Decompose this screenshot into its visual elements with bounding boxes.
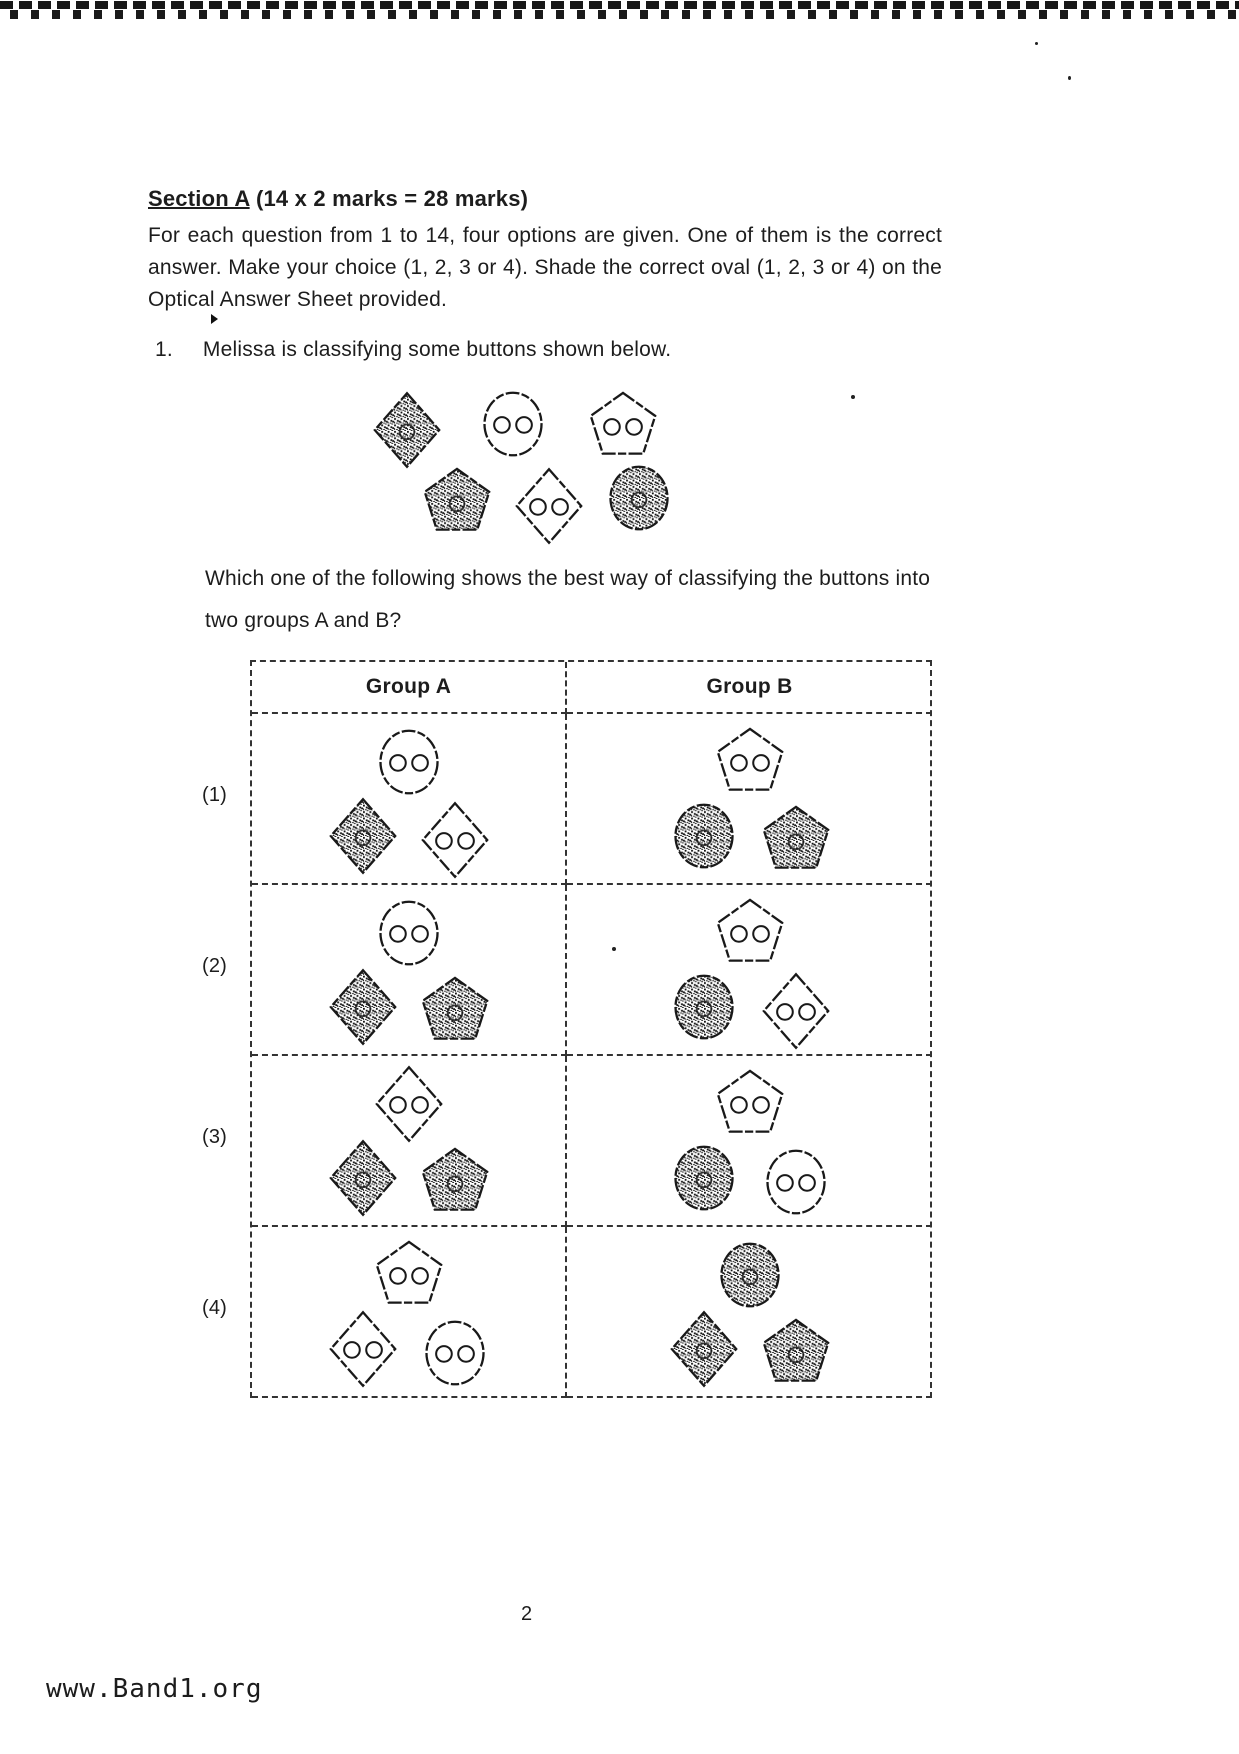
options-table [250, 660, 932, 1398]
option-4-group-a [252, 1227, 567, 1398]
option-label-4: (4) [202, 1297, 228, 1319]
buttons-figure-svg [345, 382, 725, 552]
option-3-group-b [567, 1056, 932, 1227]
group-b-header: Group B [567, 662, 932, 714]
option-1-group-a [252, 714, 567, 885]
question-1 [155, 338, 671, 362]
option-2-group-b [567, 885, 932, 1056]
white-pentagon-button [591, 393, 655, 454]
group-a-header: Group A [252, 662, 567, 714]
white-diamond-button [376, 1067, 440, 1141]
shaded-circle-button [675, 804, 732, 867]
option-1-group-b [567, 714, 932, 885]
scan-speck [851, 395, 855, 399]
scan-speck [1035, 42, 1038, 45]
shaded-pentagon-button [422, 1148, 486, 1209]
footer-url: www.Band1.org [46, 1674, 263, 1704]
white-pentagon-button [717, 1070, 781, 1131]
section-marks: (14 x 2 marks = 28 marks) [249, 186, 529, 211]
question-prompt [205, 558, 945, 642]
shaded-circle-button [675, 1146, 732, 1209]
white-circle-button [380, 730, 437, 793]
option-4-group-b-drawing [600, 1231, 900, 1393]
white-diamond-button [517, 469, 581, 543]
shaded-diamond-button [330, 799, 394, 873]
shaded-diamond-button [330, 970, 394, 1044]
prompt-line-2: two groups A and B? [205, 609, 402, 632]
white-circle-button [380, 901, 437, 964]
white-circle-button [767, 1150, 824, 1213]
section-title: Section A [148, 186, 250, 211]
shaded-pentagon-button [763, 1319, 827, 1380]
option-2-group-a [252, 885, 567, 1056]
shaded-circle-button [721, 1243, 778, 1306]
option-label-2: (2) [202, 955, 228, 977]
option-1-group-b-drawing [600, 718, 900, 880]
options-table-area [202, 660, 932, 1398]
white-pentagon-button [376, 1241, 440, 1302]
option-3-group-a-drawing [259, 1060, 559, 1222]
option-1-group-a-drawing [259, 718, 559, 880]
shaded-pentagon-button [763, 806, 827, 867]
white-circle-button [484, 393, 541, 456]
option-4-group-a-drawing [259, 1231, 559, 1393]
shaded-pentagon-button [425, 469, 489, 530]
scan-torn-edge [0, 0, 1239, 24]
option-2-group-a-drawing [259, 889, 559, 1051]
question-number: 1. [155, 338, 173, 361]
white-diamond-button [763, 974, 827, 1048]
option-label-1: (1) [202, 784, 228, 806]
white-diamond-button [330, 1312, 394, 1386]
question-text: Melissa is classifying some buttons shown below. [202, 338, 672, 361]
buttons-figure [345, 382, 725, 552]
shaded-diamond-button [671, 1312, 735, 1386]
page-number: 2 [521, 1603, 533, 1625]
white-pentagon-button [717, 728, 781, 789]
shaded-pentagon-button [422, 977, 486, 1038]
option-4-group-b [567, 1227, 932, 1398]
shaded-diamond-button [375, 393, 439, 467]
shaded-diamond-button [330, 1141, 394, 1215]
option-3-group-a [252, 1056, 567, 1227]
scan-speck [1068, 76, 1071, 80]
white-pentagon-button [717, 899, 781, 960]
white-circle-button [426, 1321, 483, 1384]
buttons-figure-drawing [345, 382, 725, 552]
white-diamond-button [422, 803, 486, 877]
section-heading [148, 186, 528, 212]
option-2-group-b-drawing [600, 889, 900, 1051]
section-instructions: For each question from 1 to 14, four options are given. One of them is the correct answer. Make your choice (1, 2, 3 or 4). Shade the correct oval (1, 2, 3 or 4) on the Optical Answer Sheet provided. [148, 224, 942, 311]
prompt-line-1: Which one of the following shows the best way of classifying the buttons into [205, 567, 931, 590]
option-3-group-b-drawing [600, 1060, 900, 1222]
option-label-3: (3) [202, 1126, 228, 1148]
shaded-circle-button [675, 975, 732, 1038]
shaded-circle-button [610, 467, 667, 530]
